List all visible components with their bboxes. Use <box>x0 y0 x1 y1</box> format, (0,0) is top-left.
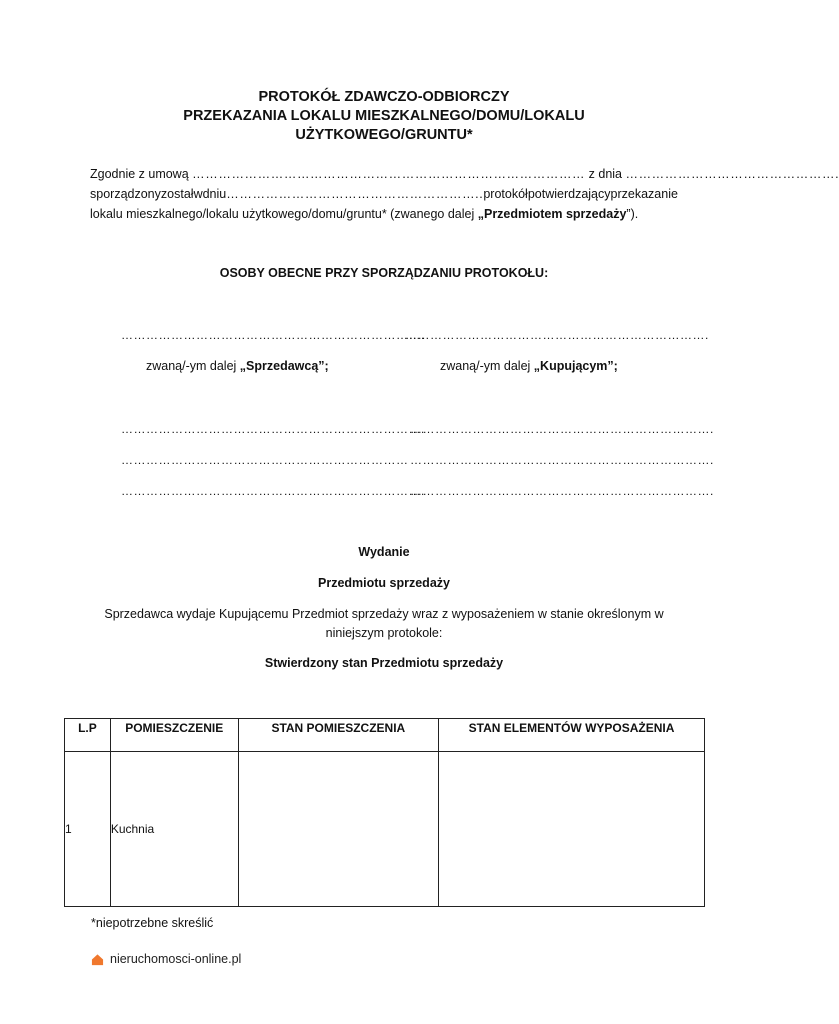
intro-line-3 <box>90 204 678 224</box>
intro-text: dniu <box>202 187 227 201</box>
state-table <box>64 718 705 907</box>
intro-text: protokół <box>483 187 528 201</box>
intro-text: sporządzony <box>90 187 161 201</box>
intro-text: Zgodnie z umową <box>90 167 189 181</box>
subject-term: „Przedmiotem sprzedaży <box>477 207 627 221</box>
row-number: 1 <box>65 752 111 907</box>
column-header-lp: L.P <box>65 719 111 752</box>
title-line-2: PRZEKAZANIA LOKALU MIESZKALNEGO/DOMU/LOKALU <box>183 108 585 124</box>
seller-label-prefix: zwaną/-ym dalej <box>146 359 240 373</box>
column-header-room-state: STAN POMIESZCZENIA <box>238 719 438 752</box>
left-blank-line: ………………………………………………………………. <box>121 484 425 498</box>
brand-logo <box>91 952 241 966</box>
buyer-signature-line: ………………………………………………………………. <box>405 328 709 342</box>
date-blank: ………………………………………………….. <box>226 187 484 201</box>
intro-text: przekazanie <box>610 187 678 201</box>
right-blank-line: ………………………………………………………………. <box>410 484 714 498</box>
title-line-1: PROTOKÓŁ ZDAWCZO-ODBIORCZY <box>258 89 510 105</box>
left-blank-line: …………………………………………………………… <box>121 453 409 467</box>
right-blank-line: ………………………………………………………………. <box>410 422 714 436</box>
intro-text: potwierdzający <box>527 187 611 201</box>
intro-text: ”). <box>626 207 639 221</box>
buyer-label-name: „Kupującym”; <box>533 359 618 373</box>
seller-signature-line: ………………………………………………………………. <box>121 328 425 342</box>
title-line-3: UŻYTKOWEGO/GRUNTU* <box>295 127 473 143</box>
house-icon <box>91 953 104 966</box>
brand-logo-text: nieruchomosci-online.pl <box>110 952 242 966</box>
persons-heading: OSOBY OBECNE PRZY SPORZĄDZANIU PROTOKOŁU: <box>219 266 549 280</box>
seller-label <box>146 359 329 373</box>
intro-text: w <box>193 187 203 201</box>
intro-paragraph <box>90 164 839 224</box>
intro-line-2 <box>90 184 678 204</box>
table-header-row <box>65 719 705 752</box>
left-blank-line: ………………………………………………………………. <box>121 422 425 436</box>
handover-subheading: Przedmiotu sprzedaży <box>318 576 450 590</box>
handover-text-line-2: niniejszym protokole: <box>325 626 443 640</box>
column-header-room: POMIESZCZENIE <box>110 719 238 752</box>
right-blank-line: ………………………………………………………………. <box>410 453 714 467</box>
date-blank: …………………………………………. <box>625 167 839 181</box>
equipment-state-cell[interactable] <box>439 752 705 907</box>
intro-text: z dnia <box>588 167 622 181</box>
state-heading: Stwierdzony stan Przedmiotu sprzedaży <box>264 656 504 670</box>
handover-heading: Wydanie <box>358 545 410 559</box>
room-name: Kuchnia <box>110 752 238 907</box>
handover-text-line-1: Sprzedawca wydaje Kupującemu Przedmiot sprzedaży wraz z wyposażeniem w stanie określonym w <box>104 607 664 621</box>
contract-blank: ……………………………………………………………………………… <box>192 167 586 181</box>
table-row <box>65 752 705 907</box>
buyer-label-prefix: zwaną/-ym dalej <box>440 359 534 373</box>
intro-text: został <box>160 187 194 201</box>
column-header-equipment-state: STAN ELEMENTÓW WYPOSAŻENIA <box>439 719 705 752</box>
document-title <box>0 88 768 145</box>
intro-line-1 <box>90 164 839 184</box>
buyer-label <box>440 359 618 373</box>
footnote: *niepotrzebne skreślić <box>91 916 214 930</box>
room-state-cell[interactable] <box>238 752 438 907</box>
seller-label-name: „Sprzedawcą”; <box>239 359 329 373</box>
intro-text: lokalu mieszkalnego/lokalu użytkowego/domu/gruntu* (zwanego dalej <box>90 207 478 221</box>
